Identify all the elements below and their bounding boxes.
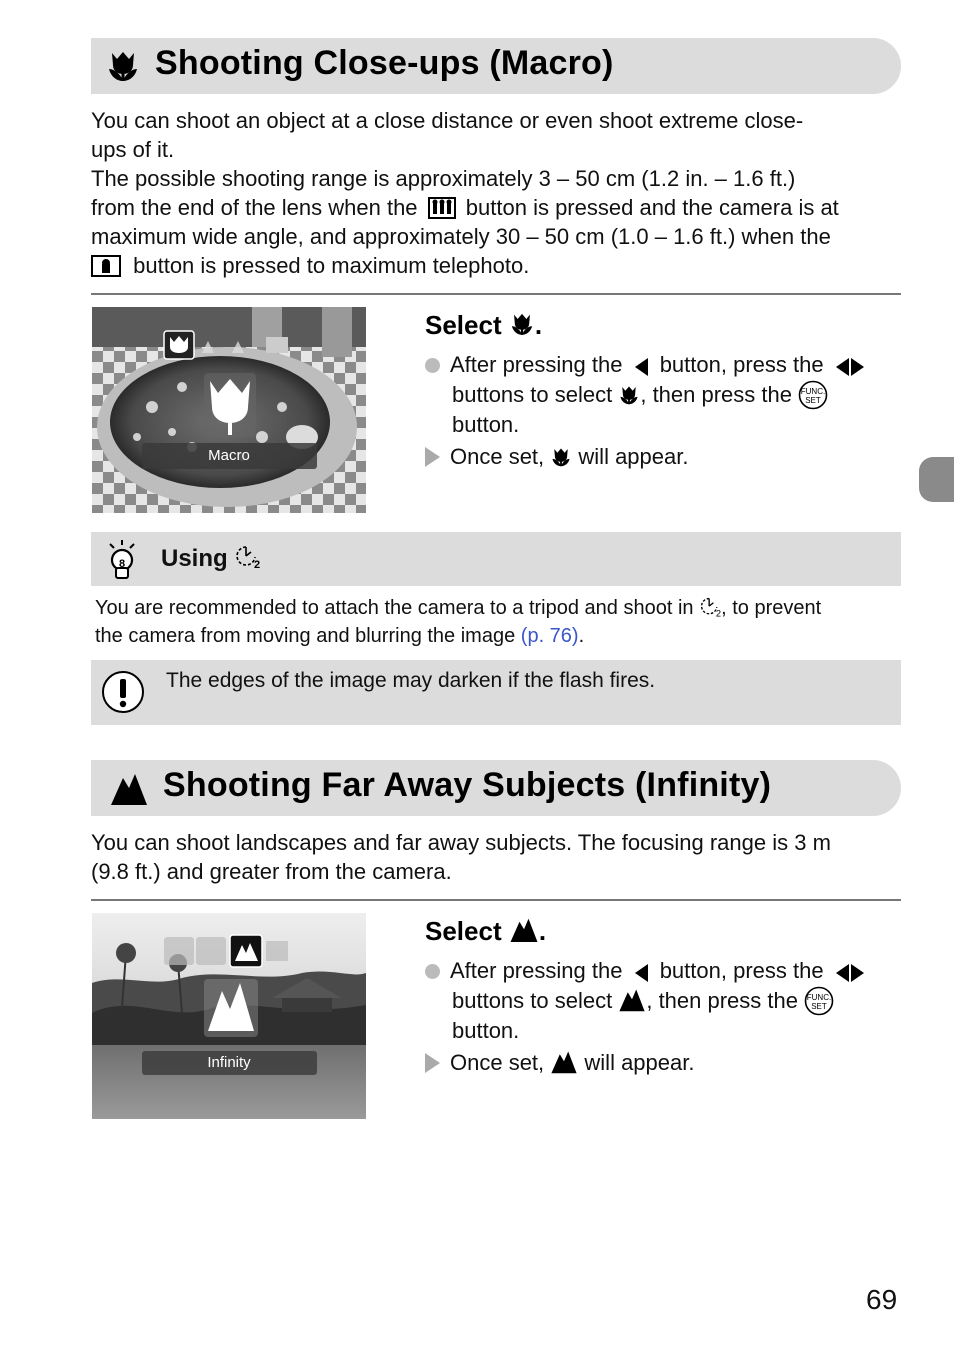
infinity-step-bullet [425,956,895,1078]
infinity-sample-photo [92,913,366,1119]
bullet-dot-icon [425,964,440,979]
chapter-tab [919,457,954,502]
divider [91,293,901,295]
infinity-section-header [91,760,901,816]
caution-text: The edges of the image may darken if the flash fires. [166,669,656,692]
svg-text:SET: SET [805,396,821,405]
infinity-section-title: Shooting Far Away Subjects (Infinity) [163,766,772,804]
infinity-mountain-icon [509,917,539,943]
tip-text: You are recommended to attach the camera to a tripod and shoot in [95,597,694,619]
svg-text:2: 2 [716,608,722,618]
bullet-text: will appear. [584,1050,695,1075]
bullet-text: will appear. [578,444,689,469]
bullet-text: , then press the [640,382,792,407]
divider [91,899,901,901]
infinity-photo-label: Infinity [207,1054,251,1071]
macro-tulip-icon [105,48,141,84]
tip-header [91,532,901,586]
result-arrow-icon [425,447,440,467]
infinity-intro [91,828,906,886]
infinity-mountain-icon [618,988,646,1012]
select-label: Select [425,916,502,946]
tip-title [161,544,260,573]
select-label: Select [425,310,502,340]
page-reference-link[interactable]: (p. 76) [520,625,579,647]
macro-tulip-icon [509,311,535,337]
tip-text: the camera from moving and blurring the image [95,625,516,647]
macro-section-header [91,38,901,94]
tip-body [95,594,905,650]
func-set-button-icon [804,986,834,1016]
macro-sample-photo [92,307,366,513]
tip-title-text: Using [161,545,228,572]
lightbulb-tip-icon [105,538,139,582]
bullet-text: Once set, [450,444,545,469]
bullet-text: buttons to select [452,988,613,1013]
self-timer-2sec-icon [234,544,260,570]
intro-line: ups of it. [91,137,175,162]
right-arrow-icon [851,358,864,376]
infinity-step-title: Select . [425,916,547,946]
intro-line: You can shoot an object at a close distance or even shoot extreme close- [91,108,804,133]
macro-step-title: Select . [425,310,543,340]
svg-text:FUNC.: FUNC. [800,387,826,396]
macro-tulip-icon [550,446,572,468]
intro-line [91,251,906,280]
macro-intro [91,106,906,280]
right-arrow-icon [851,964,864,982]
infinity-mountain-icon [109,772,149,806]
caution-box [91,660,901,725]
left-arrow-icon [635,358,648,376]
macro-tulip-icon [618,384,640,406]
svg-text:FUNC.: FUNC. [806,993,832,1002]
macro-section-title: Shooting Close-ups (Macro) [155,44,614,82]
bullet-dot-icon [425,358,440,373]
bullet-text: After pressing the [450,352,623,377]
telephoto-button-icon [91,255,121,277]
bullet-text: button. [452,1018,520,1043]
bullet-text: After pressing the [450,958,623,983]
infinity-mountain-icon [550,1050,578,1074]
intro-text: button is pressed to maximum telephoto. [133,253,530,278]
bullet-text: buttons to select [452,382,613,407]
left-arrow-icon [635,964,648,982]
intro-line [91,193,906,222]
intro-line: (9.8 ft.) and greater from the camera. [91,859,452,884]
left-arrow-icon [836,358,849,376]
bullet-text: , then press the [646,988,798,1013]
svg-text:8: 8 [118,558,126,570]
bullet-text: button, press the [659,352,824,377]
bullet-text: Once set, [450,1050,545,1075]
self-timer-2sec-icon [699,596,721,618]
landscape-photo-image [92,913,366,1119]
bullet-text: button, press the [659,958,824,983]
bullet-text: button. [452,412,520,437]
intro-line: maximum wide angle, and approximately 30 – 50 cm (1.0 – 1.6 ft.) when the [91,224,831,249]
svg-text:SET: SET [811,1002,827,1011]
caution-exclamation-icon [101,670,145,714]
wide-angle-button-icon [428,197,456,219]
svg-text:2: 2 [254,559,261,570]
intro-line: You can shoot landscapes and far away subjects. The focusing range is 3 m [91,830,831,855]
page-number: 69 [866,1284,898,1315]
pizza-photo-image [92,307,366,513]
tip-text: . [578,625,585,647]
intro-text: button is pressed and the camera is at [465,195,839,220]
result-arrow-icon [425,1053,440,1073]
macro-photo-label: Macro [208,447,250,464]
tip-text: , to prevent [721,597,822,619]
func-set-button-icon [798,380,828,410]
intro-text: from the end of the lens when the [91,195,418,220]
macro-step-bullet [425,350,895,472]
intro-line: The possible shooting range is approximately 3 – 50 cm (1.2 in. – 1.6 ft.) [91,166,796,191]
left-arrow-icon [836,964,849,982]
